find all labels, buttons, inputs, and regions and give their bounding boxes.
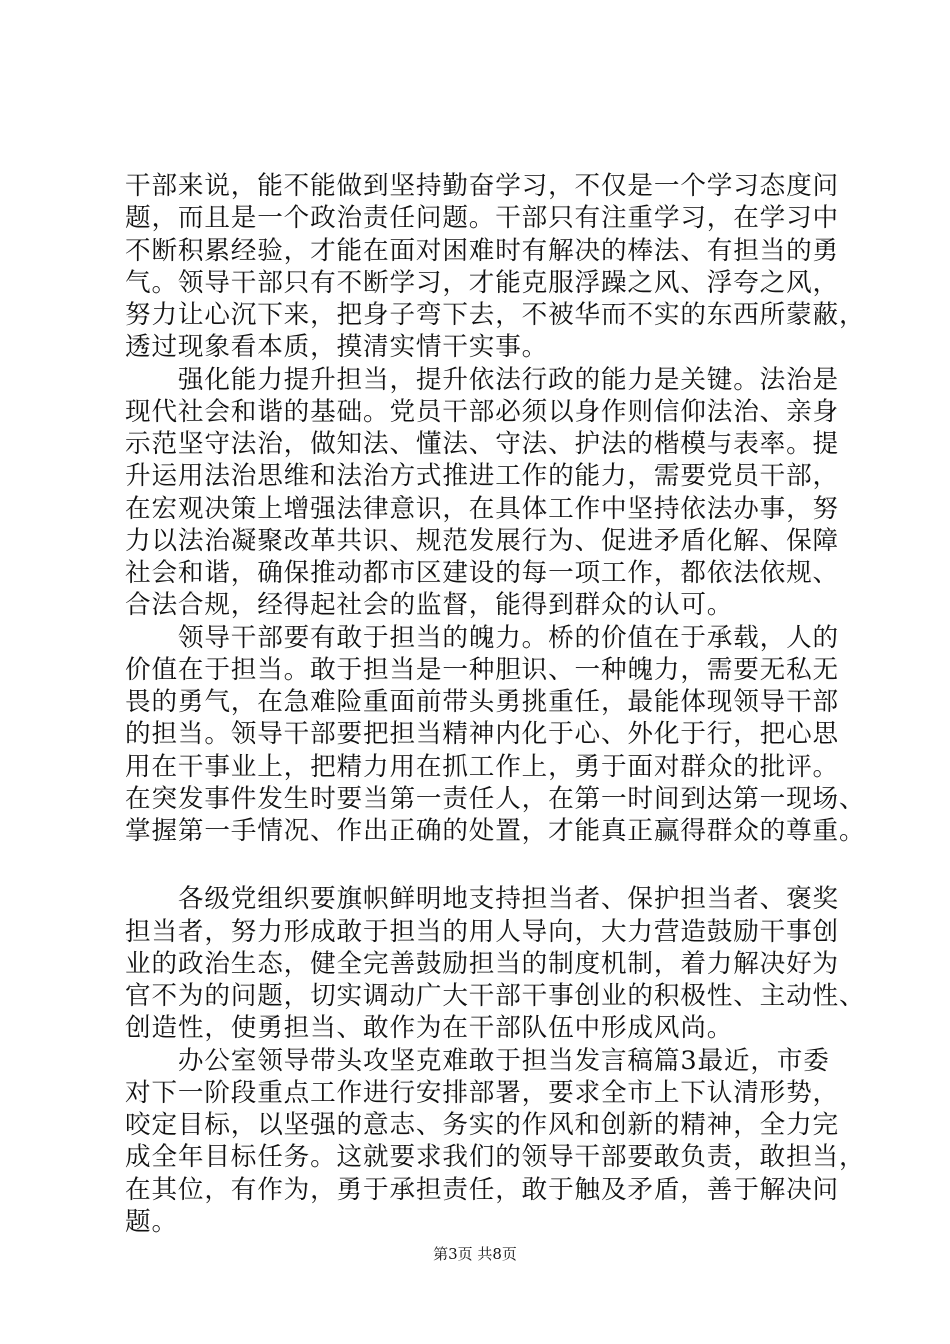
text-line: 官不为的问题，切实调动广大干部干事创业的积极性、主动性、	[125, 981, 866, 1011]
text-line: 不断积累经验，才能在面对困难时有解决的棒法、有担当的勇	[125, 235, 839, 266]
text-line: 题。	[125, 1206, 178, 1237]
text-line: 对下一阶段重点工作进行安排部署，要求全市上下认清形势，	[125, 1077, 839, 1108]
text-line: 担当者，努力形成敢于担当的用人导向，大力营造鼓励干事创	[125, 916, 839, 947]
text-line: 在突发事件发生时要当第一责任人，在第一时间到达第一现场、	[125, 783, 866, 814]
text-line: 合法合规，经得起社会的监督，能得到群众的认可。	[125, 590, 734, 621]
paragraph-study	[125, 170, 866, 364]
text-line: 的担当。领导干部要把担当精神内化于心、外化于行，把心思	[125, 719, 839, 750]
text-line: 干部来说，能不能做到坚持勤奋学习，不仅是一个学习态度问	[125, 171, 839, 201]
text-line: 社会和谐，确保推动都市区建设的每一项工作，都依法依规、	[125, 558, 839, 588]
text-line: 题，而且是一个政治责任问题。干部只有注重学习，在学习中	[125, 203, 839, 234]
text-line: 业的政治生态，健全完善鼓励担当的制度机制，着力解决好为	[125, 948, 839, 979]
text-line: 用在干事业上，把精力用在抓工作上，勇于面对群众的批评。	[125, 751, 839, 782]
text-line: 气。领导干部只有不断学习，才能克服浮躁之风、浮夸之风，	[125, 267, 839, 298]
document-body	[125, 170, 866, 1238]
paragraph-courage	[125, 622, 866, 848]
text-line: 领导干部要有敢于担当的魄力。桥的价值在于承载，人的	[125, 622, 839, 653]
text-line: 现代社会和谐的基础。党员干部必须以身作则信仰法治、亲身	[125, 396, 839, 427]
text-line: 价值在于担当。敢于担当是一种胆识、一种魄力，需要无私无	[125, 654, 839, 685]
text-line: 透过现象看本质，摸清实情干实事。	[125, 332, 549, 363]
text-line: 各级党组织要旗帜鲜明地支持担当者、保护担当者、褒奖	[125, 884, 839, 915]
text-line: 力以法治凝聚改革共识、规范发展行为、促进矛盾化解、保障	[125, 525, 839, 556]
text-line: 咬定目标，以坚强的意志、务实的作风和创新的精神，全力完	[125, 1110, 839, 1140]
text-line: 示范坚守法治，做知法、懂法、守法、护法的楷模与表率。提	[125, 429, 839, 459]
text-line: 成全年目标任务。这就要求我们的领导干部要敢负责，敢担当，	[125, 1142, 866, 1173]
paragraph-rule-of-law	[125, 364, 839, 622]
text-line: 努力让心沉下来，把身子弯下去，不被华而不实的东西所蒙蔽，	[125, 300, 866, 330]
paragraph-party-support	[125, 883, 866, 1044]
text-line: 在宏观决策上增强法律意识，在具体工作中坚持依法办事，努	[125, 493, 839, 524]
text-line: 升运用法治思维和法治方式推进工作的能力，需要党员干部，	[125, 461, 839, 492]
text-line: 强化能力提升担当，提升依法行政的能力是关键。法治是	[125, 364, 839, 395]
paragraph-spacer	[125, 847, 831, 883]
text-line: 掌握第一手情况、作出正确的处置，才能真正赢得群众的尊重。	[125, 816, 866, 846]
paragraph-speech-3	[125, 1045, 866, 1239]
page-number-footer: 第3页 共8页	[433, 1245, 517, 1263]
text-line: 在其位，有作为，勇于承担责任，敢于触及矛盾，善于解决问	[125, 1174, 839, 1205]
text-line: 创造性，使勇担当、敢作为在干部队伍中形成风尚。	[125, 1013, 734, 1044]
text-line: 畏的勇气，在急难险重面前带头勇挑重任，最能体现领导干部	[125, 687, 839, 717]
text-line: 办公室领导带头攻坚克难敢于担当发言稿篇3最近，市委	[125, 1045, 830, 1076]
